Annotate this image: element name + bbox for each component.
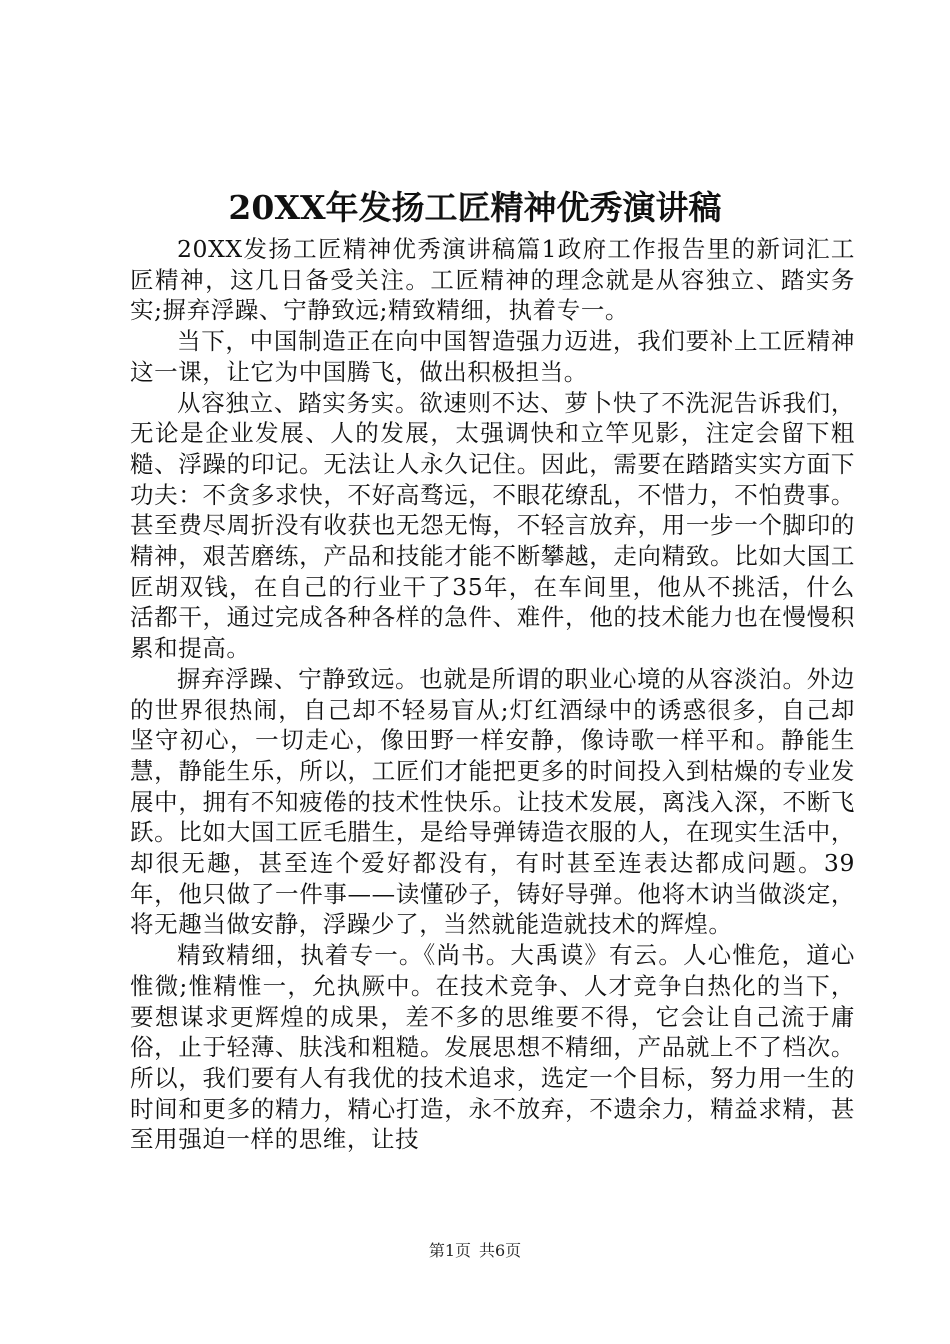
- page-number-current: 第1页: [428, 1241, 471, 1260]
- paragraph: 当下，中国制造正在向中国智造强力迈进，我们要补上工匠精神这一课，让它为中国腾飞，做出积极担当。: [130, 327, 855, 386]
- paragraph: 摒弃浮躁、宁静致远。也就是所谓的职业心境的从容淡泊。外边的世界很热闹，自己却不轻易盲从;灯红酒绿中的诱惑很多，自己却坚守初心，一切走心，像田野一样安静，像诗歌一样平和。静能生慧，静能生乐，所以，工匠们才能把更多的时间投入到枯燥的专业发展中，拥有不知疲倦的技术性快乐。让技术发展，离浅入深，不断飞跃。比如大国工匠毛腊生，是给导弹铸造衣服的人，在现实生活中，却很无趣，甚至连个爱好都没有，有时甚至连表达都成问题。39年，他只做了一件事——读懂砂子，铸好导弹。他将木讷当做淡定，将无趣当做安静，浮躁少了，当然就能造就技术的辉煌。: [130, 664, 855, 939]
- page-title: 20XX年发扬工匠精神优秀演讲稿: [228, 188, 722, 227]
- page-footer: [0, 1241, 950, 1261]
- paragraph: 从容独立、踏实务实。欲速则不达、萝卜快了不洗泥告诉我们，无论是企业发展、人的发展，太强调快和立竿见影，注定会留下粗糙、浮躁的印记。无法让人永久记住。因此，需要在踏踏实实方面下功夫：不贪多求快，不好高骛远，不眼花缭乱，不惜力，不怕费事。甚至费尽周折没有收获也无怨无悔，不轻言放弃，用一步一个脚印的精神，艰苦磨练，产品和技能才能不断攀越，走向精致。比如大国工匠胡双钱，在自己的行业干了35年，在车间里，他从不挑活，什么活都干，通过完成各种各样的急件、难件，他的技术能力也在慢慢积累和提高。: [130, 388, 855, 663]
- paragraph: 20XX发扬工匠精神优秀演讲稿篇1政府工作报告里的新词汇工匠精神，这几日备受关注。工匠精神的理念就是从容独立、踏实务实;摒弃浮躁、宁静致远;精致精细，执着专一。: [130, 235, 855, 325]
- document-body: [130, 234, 855, 1155]
- page-number-total: 共6页: [479, 1241, 522, 1260]
- paragraph: 精致精细，执着专一。《尚书。大禹谟》有云。人心惟危，道心惟微;惟精惟一，允执厥中。在技术竞争、人才竞争白热化的当下，要想谋求更辉煌的成果，差不多的思维要不得，它会让自己流于庸俗，止于轻薄、肤浅和粗糙。发展思想不精细，产品就上不了档次。所以，我们要有人有我优的技术追求，选定一个目标，努力用一生的时间和更多的精力，精心打造，永不放弃，不遗余力，精益求精，甚至用强迫一样的思维，让技: [130, 941, 855, 1154]
